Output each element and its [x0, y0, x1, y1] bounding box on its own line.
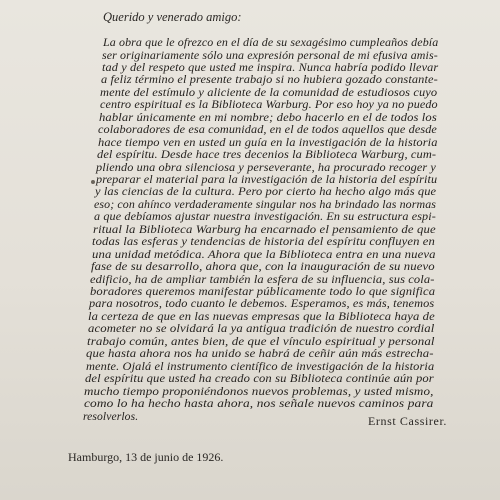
body-line: fase de su desarrollo, ahora que, con la inauguración de su nuevo: [91, 260, 435, 274]
body-line: la certeza de que en las nuevas empresas que la Biblioteca haya de: [88, 309, 436, 323]
body-line: edificio, ha de ampliar también la esfera de su influencia, sus cola-: [90, 272, 435, 286]
body-line: acometer no se olvidará la ya antigua tradición de nuestro cordial: [87, 322, 435, 336]
body-line: boradores queremos manifestar públicamente todo lo que significa: [89, 285, 435, 298]
body-line: mente del estímulo y aliciente de la comunidad de estudiosos cuyo: [100, 85, 438, 99]
body-line: y las ciencias de la cultura. Pero por cierto ha hecho algo más que: [95, 185, 437, 199]
body-line: tad y del respeto que usted me inspira. Nunca habría podido llevar: [101, 60, 438, 74]
body-line: del espíritu que usted ha creado con su Biblioteca continúe aún por: [85, 372, 434, 386]
body-line: preparar el material para la investigación de la historia del espíritu: [95, 172, 437, 186]
body-line: hablar únicamente en mi nombre; debo hacerlo en el de todos los: [99, 110, 437, 124]
body-line: pliendo una obra silenciosa y perseverante, ha procurado recoger y: [96, 160, 437, 174]
body-line: mente. Ojalá el instrumento científico de investigación de la historia: [85, 359, 434, 373]
body-line: todas las esferas y tendencias de historia del espíritu confluyen en: [92, 235, 436, 249]
body-line: ser originariamente sólo una expresión personal de mi efusiva amis-: [102, 48, 439, 62]
body-line: trabajo común, antes bien, de que el vínculo espiritual y personal: [87, 334, 435, 348]
body-line: colaboradores de esa comunidad, en el de todos aquellos que desde: [98, 123, 438, 137]
body-line: resolverlos.: [83, 409, 139, 423]
body-line: a que debíamos ajustar nuestra investigación. En su estructura espi-: [93, 210, 436, 224]
salutation: Querido y venerado amigo:: [103, 10, 242, 24]
body-line: La obra que le ofrezco en el día de su sexagésimo cumpleaños debía: [103, 36, 439, 49]
ink-dot: [91, 180, 95, 184]
body-line: centro espiritual es la Biblioteca Warburg. Por eso hoy ya no puedo: [99, 98, 438, 112]
body-line: hace tiempo ven en usted un guía en la investigación de la historia: [97, 135, 438, 149]
dateline: Hamburgo, 13 de junio de 1926.: [68, 450, 224, 464]
body-line: mucho tiempo proponiéndonos nuevos problemas, y usted mismo,: [84, 384, 434, 398]
body-line: una unidad metódica. Ahora que la Biblioteca entra en una nueva: [91, 247, 436, 261]
body-line: ritual la Biblioteca Warburg ha encarnado el pensamiento de que: [93, 222, 436, 236]
body-line: del espíritu. Desde hace tres decenios la Biblioteca Warburg, cum-: [97, 148, 437, 162]
body-line: como lo ha hecho hasta ahora, nos señale nuevos caminos para: [83, 397, 434, 410]
body-line: para nosotros, todo cuanto le debemos. Esperamos, es más, tenemos: [89, 297, 435, 311]
body-line: que hasta ahora nos ha unido se habrá de ceñir aún más estrecha-: [86, 347, 434, 361]
signature: Ernst Cassirer.: [368, 414, 447, 428]
body-line: a feliz término el presente trabajo si no hubiera gozado constante-: [101, 73, 438, 87]
body-line: eso; con ahínco verdaderamente singular nos ha brindado las normas: [94, 197, 437, 211]
